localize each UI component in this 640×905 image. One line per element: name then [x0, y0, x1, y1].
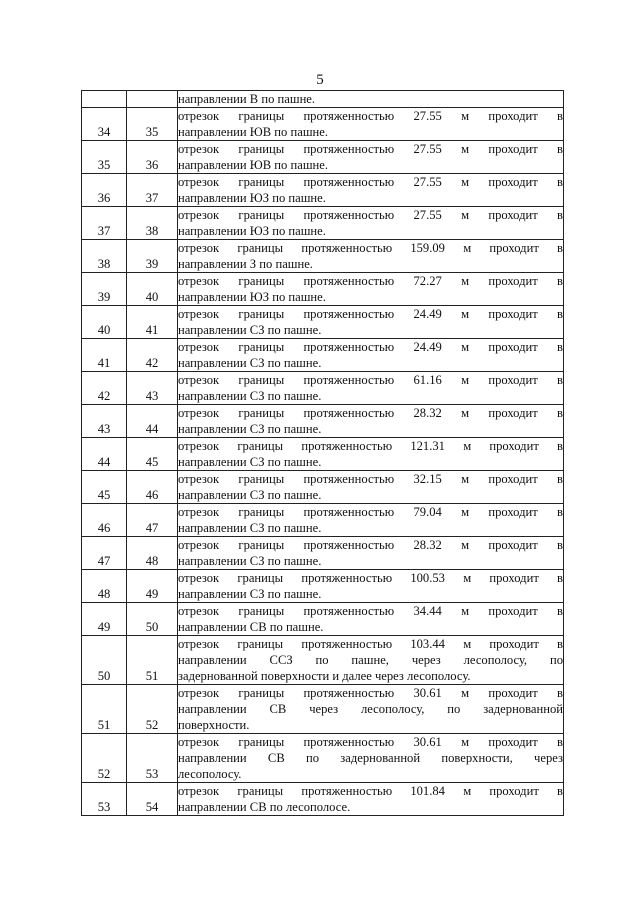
description-line: отрезок границы протяженностью 101.84 м проходит в [178, 784, 563, 798]
description-line: направлении ЮЗ по пашне. [178, 290, 326, 304]
table-row [82, 273, 564, 306]
table-row [82, 372, 564, 405]
segment-description-cell [178, 372, 564, 405]
description-line: отрезок границы протяженностью 159.09 м проходит в [178, 241, 563, 255]
table-row [82, 504, 564, 537]
table-row [82, 405, 564, 438]
description-line: направлении СВ по задернованной поверхности, через [178, 751, 563, 765]
description-line: направлении СЗ по пашне. [178, 587, 322, 601]
description-line: лесополосу. [178, 767, 242, 781]
description-line: направлении ССЗ по пашне, через лесополосу, по [178, 653, 563, 667]
description-line: отрезок границы протяженностью 32.15 м проходит в [178, 472, 563, 486]
description-line: направлении СЗ по пашне. [178, 389, 322, 403]
segment-description-cell [178, 438, 564, 471]
point-to-cell: 45 [127, 438, 178, 471]
table-row [82, 636, 564, 685]
segment-description-cell [178, 273, 564, 306]
description-line: отрезок границы протяженностью 24.49 м проходит в [178, 340, 563, 354]
table-row [82, 174, 564, 207]
point-to-cell: 50 [127, 603, 178, 636]
description-line: отрезок границы протяженностью 72.27 м проходит в [178, 274, 563, 288]
description-line: отрезок границы протяженностью 30.61 м проходит в [178, 735, 563, 749]
segment-description-cell [178, 91, 564, 108]
point-from-cell: 43 [82, 405, 127, 438]
table-row [82, 240, 564, 273]
point-to-cell: 39 [127, 240, 178, 273]
description-line: направлении СЗ по пашне. [178, 356, 322, 370]
segment-description-cell [178, 240, 564, 273]
segment-description-cell [178, 141, 564, 174]
point-from-cell: 37 [82, 207, 127, 240]
segment-description-cell [178, 471, 564, 504]
description-line: направлении СВ по пашне. [178, 620, 324, 634]
description-line: отрезок границы протяженностью 27.55 м проходит в [178, 142, 563, 156]
segment-description-cell [178, 734, 564, 783]
point-to-cell: 41 [127, 306, 178, 339]
boundary-segments-table [81, 90, 564, 816]
description-line: отрезок границы протяженностью 28.32 м проходит в [178, 538, 563, 552]
description-line: отрезок границы протяженностью 34.44 м проходит в [178, 604, 563, 618]
point-from-cell: 49 [82, 603, 127, 636]
description-line: направлении СЗ по пашне. [178, 323, 322, 337]
point-from-cell: 38 [82, 240, 127, 273]
point-to-cell: 49 [127, 570, 178, 603]
description-line: отрезок границы протяженностью 103.44 м проходит в [178, 637, 563, 651]
point-from-cell: 41 [82, 339, 127, 372]
point-from-cell: 44 [82, 438, 127, 471]
table-row [82, 108, 564, 141]
point-to-cell [127, 91, 178, 108]
table-row [82, 685, 564, 734]
segment-description-cell [178, 339, 564, 372]
segment-description-cell [178, 537, 564, 570]
description-line: направлении ЮЗ по пашне. [178, 224, 326, 238]
point-from-cell: 40 [82, 306, 127, 339]
description-line: направлении ЮЗ по пашне. [178, 191, 326, 205]
page-number: 5 [316, 72, 324, 88]
point-to-cell: 35 [127, 108, 178, 141]
description-line: отрезок границы протяженностью 79.04 м проходит в [178, 505, 563, 519]
point-to-cell: 48 [127, 537, 178, 570]
table-row [82, 537, 564, 570]
table-row [82, 91, 564, 108]
point-to-cell: 51 [127, 636, 178, 685]
point-to-cell: 53 [127, 734, 178, 783]
point-from-cell [82, 91, 127, 108]
point-from-cell: 36 [82, 174, 127, 207]
segment-description-cell [178, 174, 564, 207]
point-from-cell: 45 [82, 471, 127, 504]
point-from-cell: 48 [82, 570, 127, 603]
segment-description-cell [178, 207, 564, 240]
description-line: отрезок границы протяженностью 27.55 м проходит в [178, 109, 563, 123]
description-line: отрезок границы протяженностью 27.55 м проходит в [178, 175, 563, 189]
description-line: отрезок границы протяженностью 61.16 м проходит в [178, 373, 563, 387]
segment-description-cell [178, 783, 564, 816]
segment-description-cell [178, 405, 564, 438]
description-line: направлении З по пашне. [178, 257, 313, 271]
point-to-cell: 47 [127, 504, 178, 537]
table-row [82, 603, 564, 636]
description-line: направлении СЗ по пашне. [178, 521, 322, 535]
table-row [82, 339, 564, 372]
table-row [82, 141, 564, 174]
point-from-cell: 46 [82, 504, 127, 537]
description-line: отрезок границы протяженностью 27.55 м проходит в [178, 208, 563, 222]
point-to-cell: 46 [127, 471, 178, 504]
description-line: поверхности. [178, 718, 250, 732]
segment-description-cell [178, 504, 564, 537]
table-row [82, 207, 564, 240]
description-line: отрезок границы протяженностью 100.53 м проходит в [178, 571, 563, 585]
segment-description-cell [178, 570, 564, 603]
description-line: направлении СЗ по пашне. [178, 488, 322, 502]
point-from-cell: 47 [82, 537, 127, 570]
description-line: направлении СВ по лесополосе. [178, 800, 351, 814]
description-line: направлении СЗ по пашне. [178, 455, 322, 469]
point-from-cell: 52 [82, 734, 127, 783]
segment-description-cell [178, 603, 564, 636]
description-line: отрезок границы протяженностью 24.49 м проходит в [178, 307, 563, 321]
segment-description-cell [178, 636, 564, 685]
description-line: задернованной поверхности и далее через лесополосу. [178, 669, 471, 683]
point-to-cell: 36 [127, 141, 178, 174]
description-line: отрезок границы протяженностью 121.31 м проходит в [178, 439, 563, 453]
point-to-cell: 38 [127, 207, 178, 240]
point-from-cell: 34 [82, 108, 127, 141]
point-to-cell: 52 [127, 685, 178, 734]
segment-description-cell [178, 685, 564, 734]
description-line: направлении ЮВ по пашне. [178, 158, 328, 172]
point-to-cell: 54 [127, 783, 178, 816]
description-line: отрезок границы протяженностью 28.32 м проходит в [178, 406, 563, 420]
table-row [82, 438, 564, 471]
table-row [82, 306, 564, 339]
point-from-cell: 35 [82, 141, 127, 174]
description-line: направлении СВ через лесополосу, по задернованной [178, 702, 563, 716]
table-row [82, 570, 564, 603]
description-line: направлении СЗ по пашне. [178, 422, 322, 436]
description-line: направлении СЗ по пашне. [178, 554, 322, 568]
description-line: отрезок границы протяженностью 30.61 м проходит в [178, 686, 563, 700]
table-body [82, 91, 564, 816]
table-row [82, 734, 564, 783]
table-row [82, 783, 564, 816]
point-from-cell: 42 [82, 372, 127, 405]
point-from-cell: 51 [82, 685, 127, 734]
point-from-cell: 50 [82, 636, 127, 685]
description-line: направлении В по пашне. [178, 92, 316, 106]
table-row [82, 471, 564, 504]
segment-description-cell [178, 306, 564, 339]
point-from-cell: 53 [82, 783, 127, 816]
segment-description-cell [178, 108, 564, 141]
point-to-cell: 40 [127, 273, 178, 306]
point-to-cell: 42 [127, 339, 178, 372]
point-to-cell: 44 [127, 405, 178, 438]
point-to-cell: 43 [127, 372, 178, 405]
point-from-cell: 39 [82, 273, 127, 306]
point-to-cell: 37 [127, 174, 178, 207]
description-line: направлении ЮВ по пашне. [178, 125, 328, 139]
